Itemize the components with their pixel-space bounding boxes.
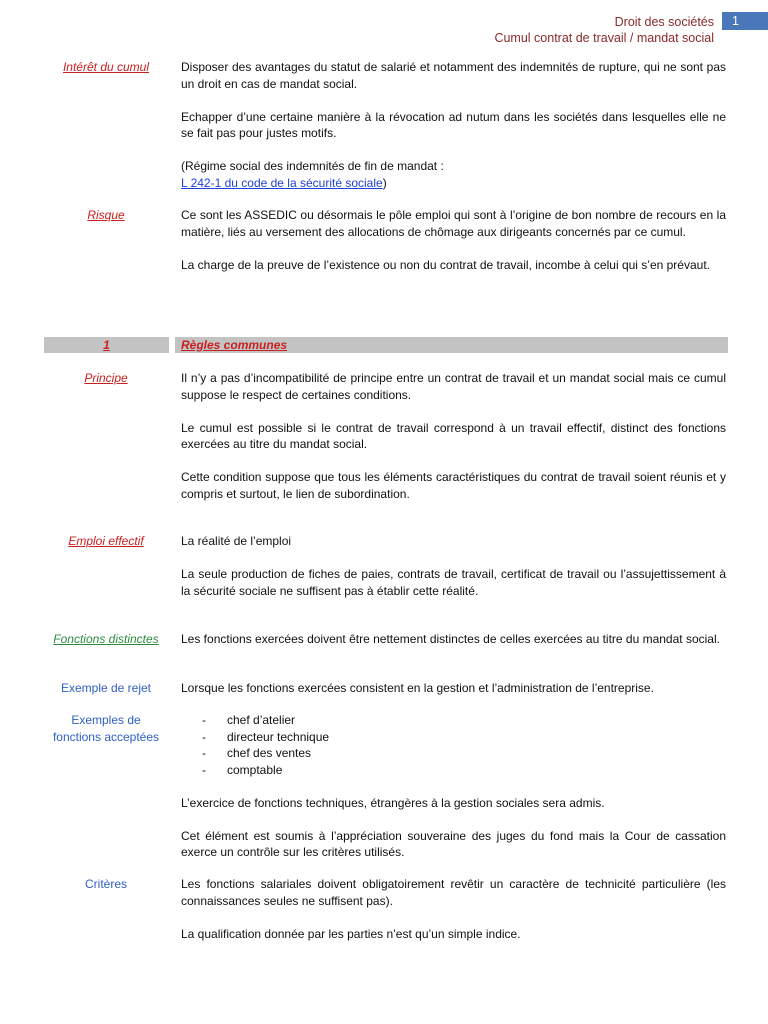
bullet-dash: - <box>202 713 206 727</box>
risque-content <box>181 207 726 273</box>
rejet-content <box>181 680 726 697</box>
acceptees-label <box>40 712 172 745</box>
interet-paragraph-1: Disposer des avantages du statut de salarié et notamment des indemnités de rupture, qui ne sont pas un droit en cas de mandat social. <box>181 60 726 91</box>
acceptees-label-line-1: Exemples de <box>71 713 141 727</box>
principe-content <box>181 370 726 502</box>
bullet-dash: - <box>202 762 206 777</box>
interet-paragraph-3-prefix: (Régime social des indemnités de fin de mandat : <box>181 159 444 173</box>
interet-paragraph-3-suffix: ) <box>382 175 387 190</box>
emploi-label: Emploi effectif <box>68 534 144 548</box>
rejet-paragraph-1: Lorsque les fonctions exercées consistent en la gestion et l’administration de l’entreprise. <box>181 681 654 695</box>
header-title: Droit des sociétés <box>614 15 714 29</box>
fonctions-label: Fonctions distinctes <box>53 632 159 646</box>
interet-label: Intérêt du cumul <box>62 60 150 74</box>
section-title: Règles communes <box>175 337 728 353</box>
acceptees-content <box>181 712 726 861</box>
emploi-paragraph-1: La réalité de l’emploi <box>181 534 292 548</box>
accepted-functions-list <box>181 712 726 795</box>
section-number: 1 <box>44 337 169 353</box>
principe-paragraph-1: Il n’y a pas d’incompatibilité de principe entre un contrat de travail et un mandat social mais ce cumul suppose le respect de certaines conditions. <box>181 371 726 402</box>
list-item <box>181 745 726 762</box>
risque-label: Risque <box>87 208 125 222</box>
criteres-content <box>181 876 726 942</box>
interet-paragraph-3 <box>181 158 726 191</box>
rejet-label: Exemple de rejet <box>60 681 152 695</box>
list-item-text: directeur technique <box>227 729 330 744</box>
interet-paragraph-2: Echapper d’une certaine manière à la révocation ad nutum dans les sociétés dans lesquelles elle ne se fait pas pour justes motifs. <box>181 109 726 140</box>
list-item <box>181 729 726 746</box>
code-securite-sociale-link[interactable]: L 242-1 du code de la sécurité sociale <box>181 175 383 190</box>
list-item <box>181 762 726 779</box>
risque-paragraph-2: La charge de la preuve de l’existence ou non du contrat de travail, incombe à celui qui s’en prévaut. <box>181 257 710 272</box>
risque-paragraph-1: Ce sont les ASSEDIC ou désormais le pôle emploi qui sont à l’origine de bon nombre de recours en la matière, liés au versement des allocations de chômage aux dirigeants concernés par ce cumul. <box>181 208 726 239</box>
fonctions-paragraph-1: Les fonctions exercées doivent être nettement distinctes de celles exercées au titre du mandat social. <box>181 632 720 646</box>
acceptees-paragraph-1: L’exercice de fonctions techniques, étrangères à la gestion sociales sera admis. <box>181 795 605 810</box>
bullet-dash: - <box>202 746 206 760</box>
principe-paragraph-2: Le cumul est possible si le contrat de travail correspond à un travail effectif, distinct des fonctions exercées au titre du mandat social. <box>181 420 726 451</box>
criteres-paragraph-2: La qualification donnée par les parties n’est qu’un simple indice. <box>181 926 521 941</box>
list-item <box>181 712 726 729</box>
bullet-dash: - <box>202 729 206 744</box>
principe-paragraph-3: Cette condition suppose que tous les éléments caractéristiques du contrat de travail soient réunis et y compris et surtout, le lien de subordination. <box>181 470 726 501</box>
page-number-badge: 1 <box>722 12 768 30</box>
list-item-text: chef des ventes <box>227 746 312 760</box>
principe-label: Principe <box>84 371 128 385</box>
document-header <box>494 14 714 46</box>
list-item-text: comptable <box>227 762 283 777</box>
interet-content <box>181 59 726 191</box>
fonctions-content <box>181 631 726 648</box>
list-item-text: chef d’atelier <box>227 713 296 727</box>
emploi-content <box>181 533 726 599</box>
acceptees-label-line-2: fonctions acceptées <box>52 729 160 744</box>
header-subtitle: Cumul contrat de travail / mandat social <box>494 31 714 45</box>
criteres-paragraph-1: Les fonctions salariales doivent obligatoirement revêtir un caractère de technicité particulière (les connaissances seules ne suffisent pas). <box>181 877 726 908</box>
criteres-label: Critères <box>84 877 127 891</box>
emploi-paragraph-2: La seule production de fiches de paies, contrats de travail, certificat de travail ou l’assujettissement à la sécurité sociale ne suffisent pas à établir cette réalité. <box>181 567 726 598</box>
acceptees-paragraph-2: Cet élément est soumis à l’appréciation souveraine des juges du fond mais la Cour de cassation exerce un contrôle sur les critères utilisés. <box>181 828 726 859</box>
